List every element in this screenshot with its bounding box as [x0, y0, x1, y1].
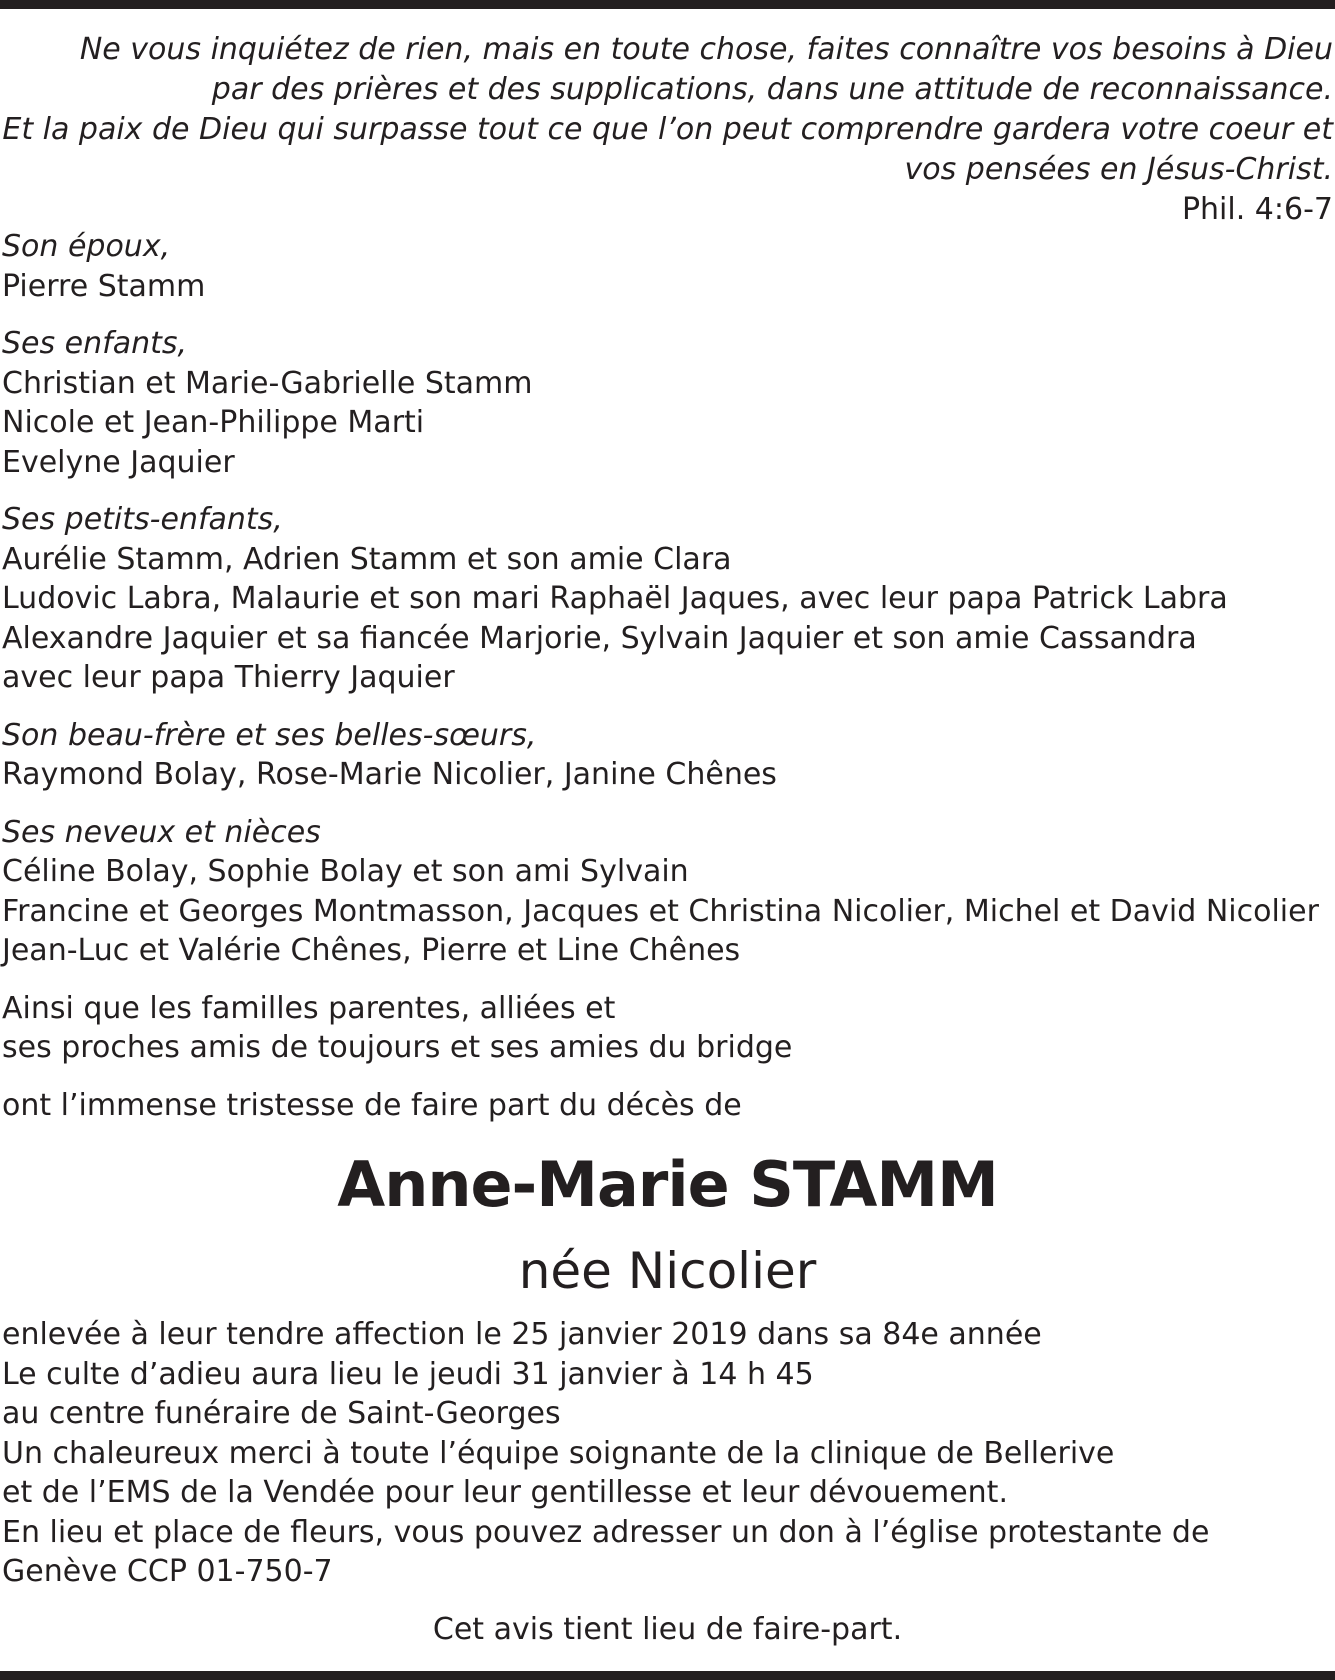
footer-note: Cet avis tient lieu de faire-part. [432, 1612, 903, 1647]
others-line: Ainsi que les familles parentes, alliées et [2, 990, 616, 1026]
family-member-line: Alexandre Jaquier et sa fiancée Marjorie, Sylvain Jaquier et son amie Cassandra [2, 620, 1197, 656]
verse-line: par des prières et des supplications, dans une attitude de reconnaissance. [211, 72, 1333, 107]
family-member-line: Raymond Bolay, Rose-Marie Nicolier, Janine Chênes [2, 757, 777, 792]
announcement-group [2, 1086, 1332, 1126]
deceased-name: Anne-Marie STAMM [337, 1148, 998, 1221]
group-heading: Son époux, [2, 229, 171, 264]
closing-line: Un chaleureux merci à toute l’équipe soignante de la clinique de Bellerive [2, 1435, 1115, 1471]
closing-line: En lieu et place de fleurs, vous pouvez adresser un don à l’église protestante de [2, 1514, 1210, 1550]
family-member-line: Ludovic Labra, Malaurie et son mari Raphaël Jaques, avec leur papa Patrick Labra [2, 581, 1228, 616]
closing-details [2, 1315, 1332, 1592]
group-heading: Ses enfants, [2, 326, 188, 361]
family-member-line: avec leur papa Thierry Jaquier [2, 660, 455, 695]
verse-reference: Phil. 4:6-7 [1181, 192, 1333, 227]
closing-line: Le culte d’adieu aura lieu le jeudi 31 janvier à 14 h 45 [2, 1356, 814, 1392]
closing-line: Genève CCP 01-750-7 [2, 1554, 333, 1589]
family-list [2, 227, 1332, 1143]
family-member-line: Jean-Luc et Valérie Chênes, Pierre et Line Chênes [2, 933, 741, 968]
family-member-line: Pierre Stamm [2, 268, 206, 304]
bottom-border-rule [0, 1671, 1335, 1680]
nephews-nieces-group [2, 813, 1332, 971]
closing-line: et de l’EMS de la Vendée pour leur gentillesse et leur dévouement. [2, 1475, 1008, 1510]
closing-line: enlevée à leur tendre affection le 25 janvier 2019 dans sa 84e année [2, 1317, 1042, 1352]
verse-line: Et la paix de Dieu qui surpasse tout ce que l’on peut comprendre gardera votre coeur et [2, 112, 1333, 147]
family-member-line: Aurélie Stamm, Adrien Stamm et son amie Clara [2, 541, 732, 577]
bible-verse [0, 30, 1333, 230]
group-heading: Ses neveux et nièces [2, 814, 321, 850]
verse-line: Ne vous inquiétez de rien, mais en toute chose, faites connaître vos besoins à Dieu [79, 32, 1333, 67]
others-group [2, 989, 1332, 1068]
spouse-group [2, 227, 1332, 306]
in-laws-group [2, 716, 1332, 795]
family-member-line: Francine et Georges Montmasson, Jacques et Christina Nicolier, Michel et David Nicolier [2, 893, 1319, 929]
children-group [2, 324, 1332, 482]
group-heading: Ses petits-enfants, [2, 502, 283, 537]
family-member-line: Evelyne Jaquier [2, 444, 235, 480]
group-heading: Son beau-frère et ses belles-sœurs, [2, 717, 537, 753]
maiden-name: née Nicolier [518, 1242, 817, 1300]
grandchildren-group [2, 500, 1332, 698]
family-member-line: Christian et Marie-Gabrielle Stamm [2, 365, 533, 401]
verse-line: vos pensées en Jésus-Christ. [904, 152, 1333, 187]
family-member-line: Céline Bolay, Sophie Bolay et son ami Sylvain [2, 854, 689, 889]
closing-line: au centre funéraire de Saint-Georges [2, 1396, 561, 1431]
family-member-line: Nicole et Jean-Philippe Marti [2, 405, 425, 440]
others-line: ses proches amis de toujours et ses amies du bridge [2, 1030, 793, 1065]
deceased-block [0, 1140, 1335, 1302]
announcement-text: ont l’immense tristesse de faire part du décès de [2, 1087, 742, 1123]
